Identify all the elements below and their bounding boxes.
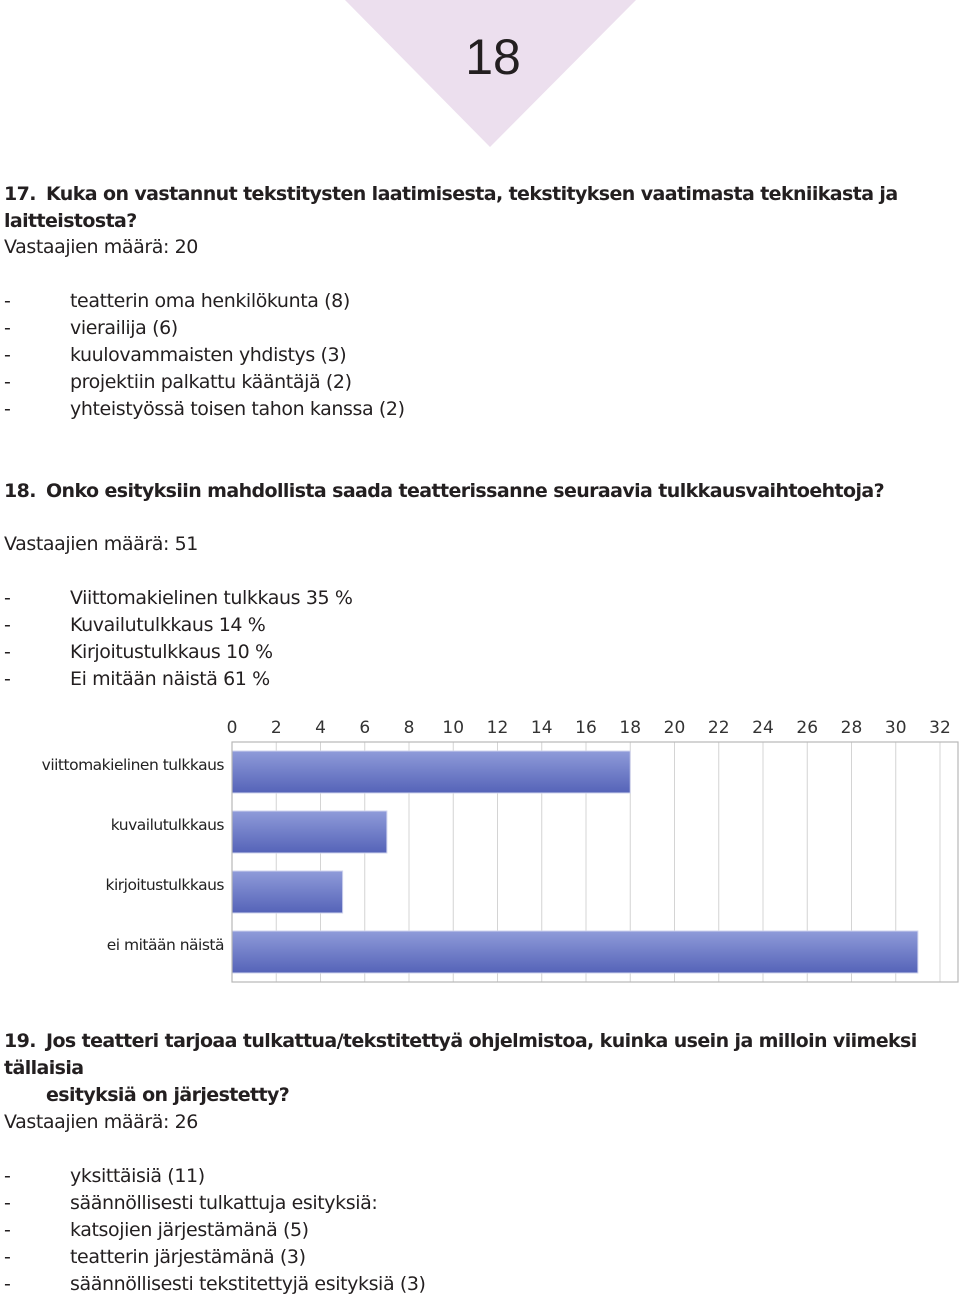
category-label: viittomakielinen tulkkaus [41, 756, 224, 774]
bullet-dash: - [4, 290, 11, 312]
question-19-heading [4, 1028, 944, 1109]
x-tick-label: 18 [619, 718, 642, 738]
list-item-text: teatterin järjestämänä (3) [70, 1246, 306, 1268]
bar [232, 931, 918, 973]
x-tick-label: 26 [796, 718, 819, 738]
list-item-text: kuulovammaisten yhdistys (3) [70, 344, 347, 366]
question-text: Onko esityksiin mahdollista saada teatterissanne seuraavia tulkkausvaihtoehtoja? [46, 480, 885, 502]
x-tick-label: 24 [752, 718, 774, 738]
x-tick-label: 20 [663, 718, 686, 738]
bullet-dash: - [4, 344, 11, 366]
x-tick-label: 12 [486, 718, 509, 738]
x-tick-label: 2 [270, 718, 282, 738]
x-tick-label: 28 [840, 718, 863, 738]
question-17-heading [4, 181, 944, 235]
bullet-dash: - [4, 668, 11, 690]
respondent-count: Vastaajien määrä: 51 [4, 533, 198, 555]
bullet-dash: - [4, 1192, 11, 1214]
bullet-dash: - [4, 317, 11, 339]
x-tick-label: 16 [575, 718, 597, 738]
list-item-text: vierailija (6) [70, 317, 178, 339]
question-text: Kuka on vastannut tekstitysten laatimisesta, tekstityksen vaatimasta tekniikasta ja laitteistosta? [4, 183, 898, 232]
question-text-line-1: Jos teatteri tarjoaa tulkattua/tekstitettyä ohjelmistoa, kuinka usein ja milloin viimeksi tällaisia [4, 1030, 917, 1079]
x-tick-label: 30 [884, 718, 907, 738]
list-item-text: yhteistyössä toisen tahon kanssa (2) [70, 398, 405, 420]
respondent-count: Vastaajien määrä: 26 [4, 1111, 198, 1133]
x-tick-label: 32 [929, 718, 951, 738]
bullet-dash: - [4, 398, 11, 420]
list-item-text: säännöllisesti tekstitettyjä esityksiä (3) [70, 1273, 426, 1295]
bar [232, 751, 630, 793]
bullet-dash: - [4, 1273, 11, 1295]
bullet-dash: - [4, 1165, 11, 1187]
list-item-text: Ei mitään näistä 61 % [70, 668, 270, 690]
x-tick-label: 10 [442, 718, 465, 738]
list-item-text: projektiin palkattu kääntäjä (2) [70, 371, 352, 393]
bullet-dash: - [4, 641, 11, 663]
list-item-text: Kirjoitustulkkaus 10 % [70, 641, 273, 663]
category-label: kirjoitustulkkaus [105, 876, 224, 894]
question-number: 19. [4, 1030, 36, 1052]
bullet-dash: - [4, 1219, 11, 1241]
question-number: 17. [4, 183, 36, 205]
bar-chart [0, 710, 960, 990]
list-item-text: Viittomakielinen tulkkaus 35 % [70, 587, 353, 609]
x-tick-label: 6 [359, 718, 371, 738]
question-18-heading [4, 478, 944, 505]
list-item-text: yksittäisiä (11) [70, 1165, 205, 1187]
bullet-dash: - [4, 371, 11, 393]
category-label: kuvailutulkkaus [110, 816, 224, 834]
question-number: 18. [4, 480, 36, 502]
respondent-count: Vastaajien määrä: 20 [4, 236, 198, 258]
list-item-text: säännöllisesti tulkattuja esityksiä: [70, 1192, 378, 1214]
list-item-text: Kuvailutulkkaus 14 % [70, 614, 266, 636]
bullet-dash: - [4, 587, 11, 609]
bar [232, 871, 343, 913]
bullet-dash: - [4, 614, 11, 636]
question-text-line-2: esityksiä on järjestetty? [46, 1084, 290, 1106]
page-number: 18 [465, 29, 521, 85]
x-tick-label: 0 [226, 718, 238, 738]
x-tick-label: 22 [707, 718, 730, 738]
x-tick-label: 8 [403, 718, 415, 738]
bar [232, 811, 387, 853]
x-tick-label: 14 [530, 718, 553, 738]
list-item-text: katsojien järjestämänä (5) [70, 1219, 309, 1241]
bullet-dash: - [4, 1246, 11, 1268]
category-label: ei mitään näistä [106, 936, 224, 954]
list-item-text: teatterin oma henkilökunta (8) [70, 290, 350, 312]
x-tick-label: 4 [315, 718, 326, 738]
